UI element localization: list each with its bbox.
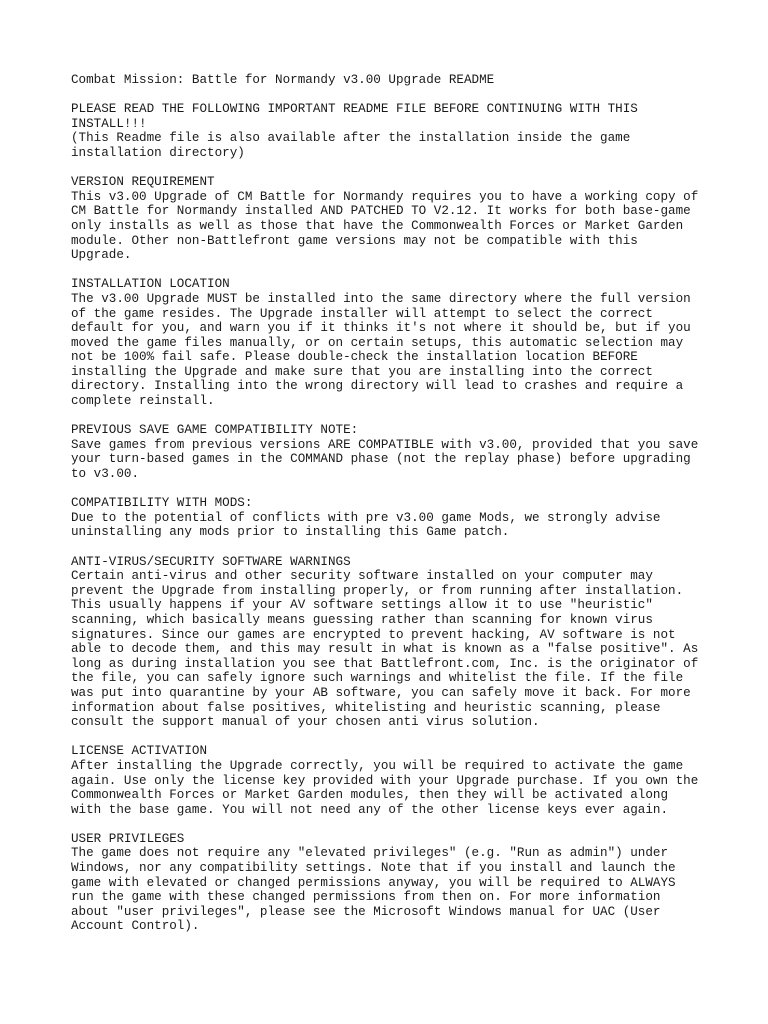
section-line: prevent the Upgrade from installing properly, or from running after installation. xyxy=(71,583,684,598)
section-line: installation directory) xyxy=(71,145,245,160)
section-line: moved the game files manually, or on certain setups, this automatic selection may xyxy=(71,335,684,350)
section-line: This usually happens if your AV software settings allow it to use "heuristic" xyxy=(71,598,653,613)
section-line: with the base game. You will not need any of the other license keys ever again. xyxy=(71,802,669,817)
section-line: The v3.00 Upgrade MUST be installed into the same directory where the full version xyxy=(71,291,691,306)
section-line: Windows, nor any compatibility settings. Note that if you install and launch the xyxy=(71,861,676,876)
section-line: again. Use only the license key provided with your Upgrade purchase. If you own the xyxy=(71,773,699,788)
section-line: consult the support manual of your chosen anti virus solution. xyxy=(71,715,540,730)
section-line: module. Other non-Battlefront game versions may not be compatible with this xyxy=(71,233,638,248)
section-line: The game does not require any "elevated privileges" (e.g. "Run as admin") under xyxy=(71,846,669,861)
section-line: to v3.00. xyxy=(71,467,140,482)
section-line: the file, you can safely ignore such warnings and whitelist the file. If the file xyxy=(71,671,684,686)
section-line: signatures. Since our games are encrypted to prevent hacking, AV software is not xyxy=(71,627,676,642)
readme-section xyxy=(71,555,728,730)
section-line: Due to the potential of conflicts with pre v3.00 game Mods, we strongly advise xyxy=(71,510,661,525)
section-line: game with elevated or changed permissions anyway, you will be required to ALWAYS xyxy=(71,875,676,890)
section-line: installing the Upgrade and make sure that you are installing into the correct xyxy=(71,364,653,379)
readme-sections xyxy=(71,102,728,934)
readme-section xyxy=(71,423,728,481)
section-line: Commonwealth Forces or Market Garden modules, then they will be activated along xyxy=(71,788,669,803)
section-line: only installs as well as those that have the Commonwealth Forces or Market Garden xyxy=(71,218,684,233)
section-line: Certain anti-virus and other security software installed on your computer may xyxy=(71,569,653,584)
section-line: ANTI-VIRUS/SECURITY SOFTWARE WARNINGS xyxy=(71,554,351,569)
section-line: able to decode them, and this may result in what is known as a "false positive". As xyxy=(71,642,699,657)
section-line: about "user privileges", please see the Microsoft Windows manual for UAC (User xyxy=(71,904,661,919)
section-line: VERSION REQUIREMENT xyxy=(71,175,215,190)
readme-section xyxy=(71,102,728,160)
section-line: Save games from previous versions ARE COMPATIBLE with v3.00, provided that you save xyxy=(71,437,699,452)
section-line: PLEASE READ THE FOLLOWING IMPORTANT README FILE BEFORE CONTINUING WITH THIS xyxy=(71,102,638,117)
section-line: directory. Installing into the wrong directory will lead to crashes and require a xyxy=(71,379,684,394)
section-line: CM Battle for Normandy installed AND PATCHED TO V2.12. It works for both base-game xyxy=(71,204,691,219)
section-line: your turn-based games in the COMMAND phase (not the replay phase) before upgrading xyxy=(71,452,691,467)
readme-section xyxy=(71,175,728,263)
section-line: (This Readme file is also available after the installation inside the game xyxy=(71,131,631,146)
readme-section xyxy=(71,832,728,934)
section-line: scanning, which basically means guessing rather than scanning for known virus xyxy=(71,612,653,627)
readme-section xyxy=(71,496,728,540)
document-title: Combat Mission: Battle for Normandy v3.00 Upgrade README xyxy=(71,73,495,87)
section-line: PREVIOUS SAVE GAME COMPATIBILITY NOTE: xyxy=(71,423,359,438)
section-line: INSTALLATION LOCATION xyxy=(71,277,230,292)
readme-section xyxy=(71,277,728,408)
section-line: of the game resides. The Upgrade installer will attempt to select the correct xyxy=(71,306,653,321)
section-line: default for you, and warn you if it thinks it's not where it should be, but if you xyxy=(71,321,691,336)
section-line: was put into quarantine by your AB software, you can safely move it back. For more xyxy=(71,685,691,700)
section-line: complete reinstall. xyxy=(71,394,215,409)
section-line: not be 100% fail safe. Please double-check the installation location BEFORE xyxy=(71,350,638,365)
section-line: uninstalling any mods prior to installing this Game patch. xyxy=(71,525,510,540)
section-line: Account Control). xyxy=(71,919,200,934)
section-line: This v3.00 Upgrade of CM Battle for Normandy requires you to have a working copy of xyxy=(71,189,699,204)
section-line: INSTALL!!! xyxy=(71,116,147,131)
section-line: information about false positives, whitelisting and heuristic scanning, please xyxy=(71,700,661,715)
section-line: LICENSE ACTIVATION xyxy=(71,744,208,759)
readme-section xyxy=(71,744,728,817)
section-line: After installing the Upgrade correctly, you will be required to activate the game xyxy=(71,758,684,773)
section-line: run the game with these changed permissions from then on. For more information xyxy=(71,890,661,905)
section-line: USER PRIVILEGES xyxy=(71,831,185,846)
section-line: COMPATIBILITY WITH MODS: xyxy=(71,496,253,511)
section-line: Upgrade. xyxy=(71,248,132,263)
section-line: long as during installation you see that Battlefront.com, Inc. is the originator of xyxy=(71,656,699,671)
